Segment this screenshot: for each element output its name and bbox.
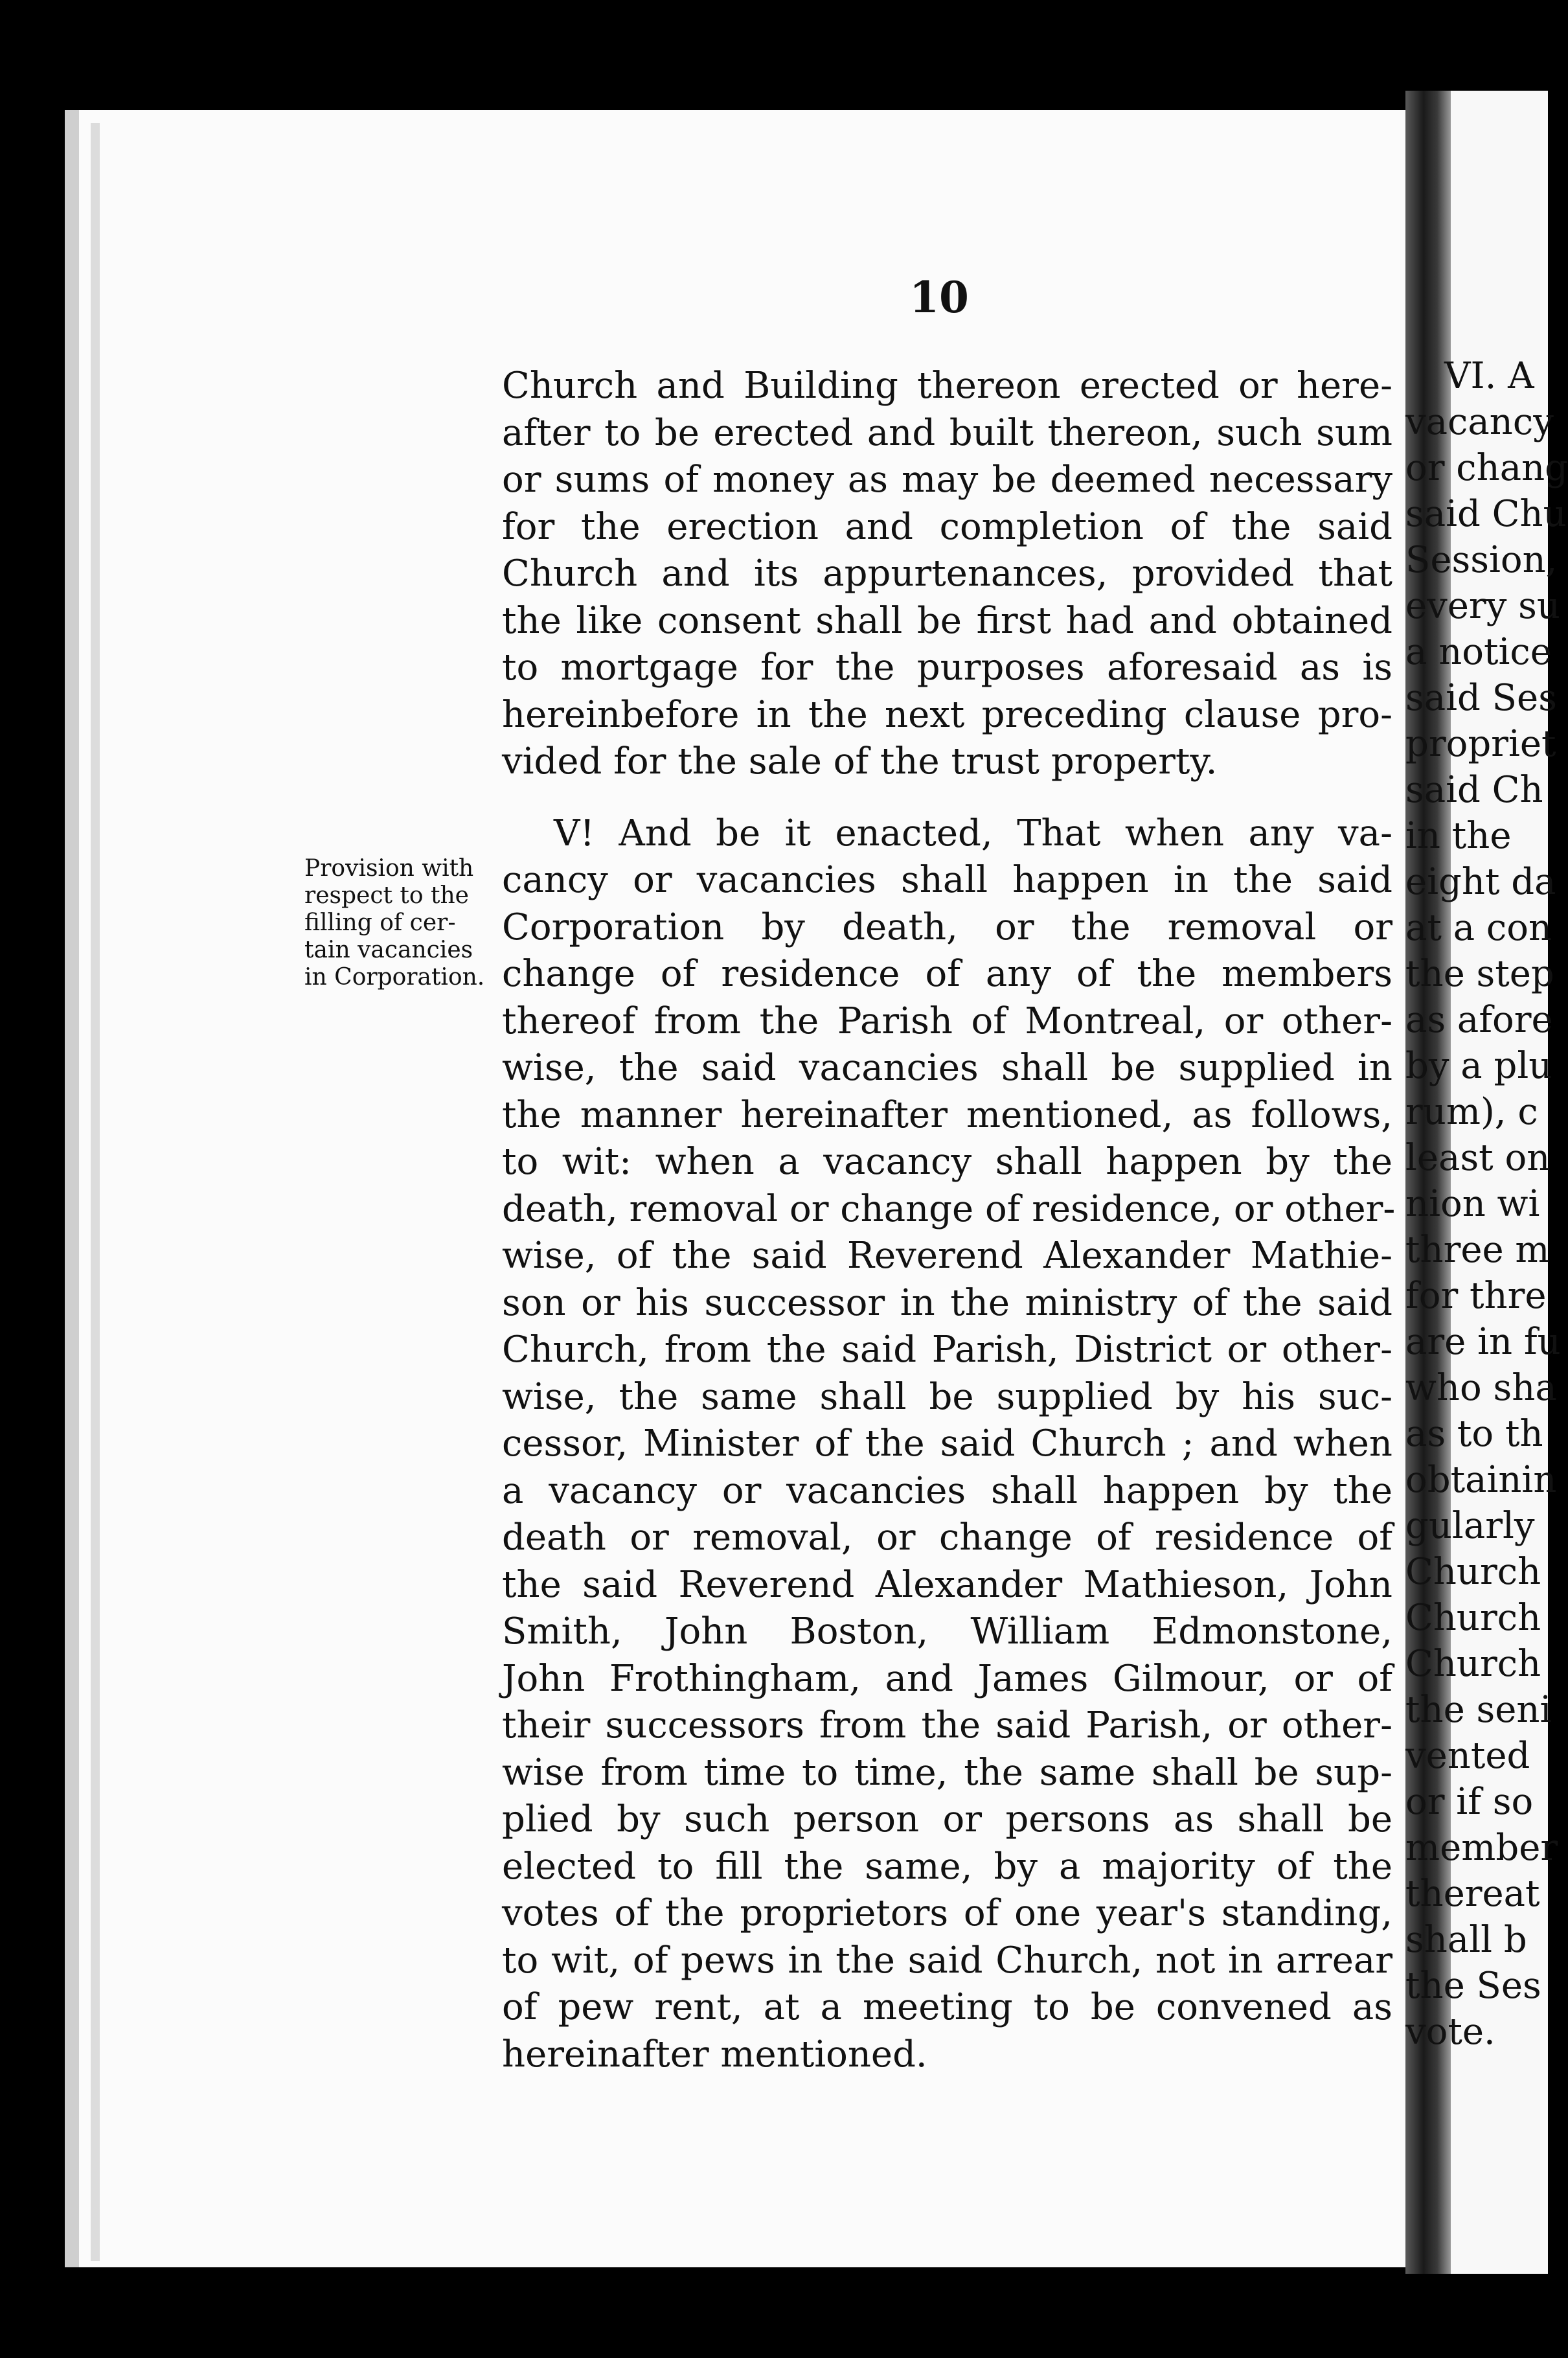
facing-line: vacancy	[1405, 401, 1554, 443]
text-line: of pew rent, at a meeting to be convened as	[502, 1986, 1392, 2028]
facing-line: as to th	[1405, 1413, 1543, 1455]
text-line: elected to fill the same, by a majority of the	[502, 1845, 1392, 1888]
text-line: to wit: when a vacancy shall happen by the	[502, 1141, 1392, 1183]
text-line: change of residence of any of the members	[502, 953, 1392, 995]
facing-line: a notice	[1405, 631, 1552, 673]
marginal-note-line: tain vacancies	[304, 937, 473, 963]
facing-line: every su	[1405, 585, 1560, 627]
text-line: wise from time to time, the same shall be sup-	[502, 1751, 1392, 1794]
facing-line: who sha	[1405, 1367, 1557, 1409]
text-line: V! And be it enacted, That when any va-	[554, 812, 1392, 854]
text-line: wise, of the said Reverend Alexander Mathie-	[502, 1235, 1392, 1277]
facing-line: gularly	[1405, 1505, 1535, 1547]
text-line: the said Reverend Alexander Mathieson, John	[502, 1563, 1392, 1606]
text-line: death, removal or change of residence, or other-	[502, 1187, 1396, 1230]
facing-line: the Ses	[1405, 1965, 1541, 2007]
facing-line: thereat	[1405, 1873, 1540, 1915]
text-line: after to be erected and built thereon, such sum	[502, 411, 1392, 454]
text-line: son or his successor in the ministry of the said	[502, 1281, 1392, 1324]
text-line: or sums of money as may be deemed necessary	[502, 459, 1392, 501]
facing-line: as afore	[1405, 999, 1553, 1041]
text-line: to wit, of pews in the said Church, not in arrear	[502, 1939, 1392, 1982]
facing-line: said Ses	[1405, 677, 1557, 719]
page-number: 10	[909, 272, 969, 323]
facing-line: said Chu	[1405, 493, 1567, 535]
text-line: wise, the same shall be supplied by his suc-	[502, 1375, 1392, 1418]
text-line: hereinafter mentioned.	[502, 2033, 927, 2076]
facing-line: Church	[1405, 1643, 1541, 1685]
facing-line: shall b	[1405, 1919, 1527, 1961]
text-line: death or removal, or change of residence of	[502, 1517, 1392, 1559]
facing-line: for thre	[1405, 1275, 1547, 1317]
facing-line: or if so	[1405, 1781, 1534, 1823]
main-text-column	[502, 363, 1396, 2078]
text-line: Church and Building thereon erected or here-	[502, 365, 1392, 407]
text-line: cancy or vacancies shall happen in the said	[502, 859, 1392, 901]
facing-line: three m	[1405, 1229, 1550, 1271]
page-edge	[91, 123, 100, 2261]
text-line: a vacancy or vacancies shall happen by the	[502, 1469, 1392, 1512]
facing-line: in the	[1405, 815, 1512, 857]
facing-line: eight da	[1405, 861, 1556, 903]
text-line: their successors from the said Parish, or other-	[502, 1704, 1392, 1746]
facing-line: said Ch	[1405, 769, 1543, 811]
facing-line: rum), c	[1405, 1091, 1538, 1133]
text-line: plied by such person or persons as shall be	[502, 1798, 1392, 1840]
facing-line: nion wi	[1405, 1183, 1540, 1225]
facing-line: the step	[1405, 953, 1554, 995]
marginal-note-line: in Corporation.	[304, 964, 485, 990]
facing-line: vented	[1405, 1735, 1530, 1777]
facing-line: Church	[1405, 1597, 1541, 1639]
facing-line: or chang	[1405, 447, 1568, 489]
facing-line: by a plu	[1405, 1045, 1552, 1087]
text-line: to mortgage for the purposes aforesaid as is	[502, 647, 1392, 689]
facing-line: VI. A	[1444, 355, 1534, 397]
text-line: votes of the proprietors of one year's standing,	[502, 1892, 1392, 1934]
facing-line: propriet	[1405, 723, 1556, 765]
facing-line: are in fu	[1405, 1321, 1561, 1363]
text-line: wise, the said vacancies shall be supplied in	[502, 1047, 1392, 1089]
facing-line: Session,	[1405, 539, 1558, 581]
facing-line: least on	[1405, 1137, 1551, 1179]
facing-line: at a con	[1405, 907, 1552, 949]
facing-line: vote.	[1405, 2011, 1495, 2053]
text-line: the manner hereinafter mentioned, as follows,	[502, 1093, 1392, 1136]
facing-line: the seni	[1405, 1689, 1552, 1731]
marginal-note-line: Provision with	[304, 855, 474, 882]
text-line: hereinbefore in the next preceding clause pro-	[502, 693, 1392, 736]
text-line: Smith, John Boston, William Edmonstone,	[502, 1610, 1392, 1653]
text-line: thereof from the Parish of Montreal, or other-	[502, 1000, 1392, 1042]
paragraph-continued	[502, 363, 1392, 786]
marginal-note-line: respect to the	[304, 882, 469, 909]
marginal-note-line: filling of cer-	[304, 910, 456, 936]
text-line: Church, from the said Parish, District or other-	[502, 1329, 1392, 1371]
facing-line: obtainin	[1405, 1459, 1557, 1501]
facing-line: member	[1405, 1827, 1558, 1869]
facing-line: Church	[1405, 1551, 1541, 1593]
text-line: for the erection and completion of the said	[502, 505, 1392, 548]
marginal-note	[304, 855, 499, 991]
text-line: Corporation by death, or the removal or	[502, 906, 1392, 948]
text-line: Church and its appurtenances, provided that	[502, 553, 1392, 595]
facing-page-text	[1405, 353, 1568, 2055]
text-line: vided for the sale of the trust property.	[502, 740, 1218, 783]
text-line: John Frothingham, and James Gilmour, or of	[502, 1657, 1392, 1700]
section-v-paragraph	[502, 810, 1396, 2079]
text-line: the like consent shall be first had and obtained	[502, 599, 1392, 642]
text-line: cessor, Minister of the said Church ; and when	[502, 1423, 1392, 1465]
